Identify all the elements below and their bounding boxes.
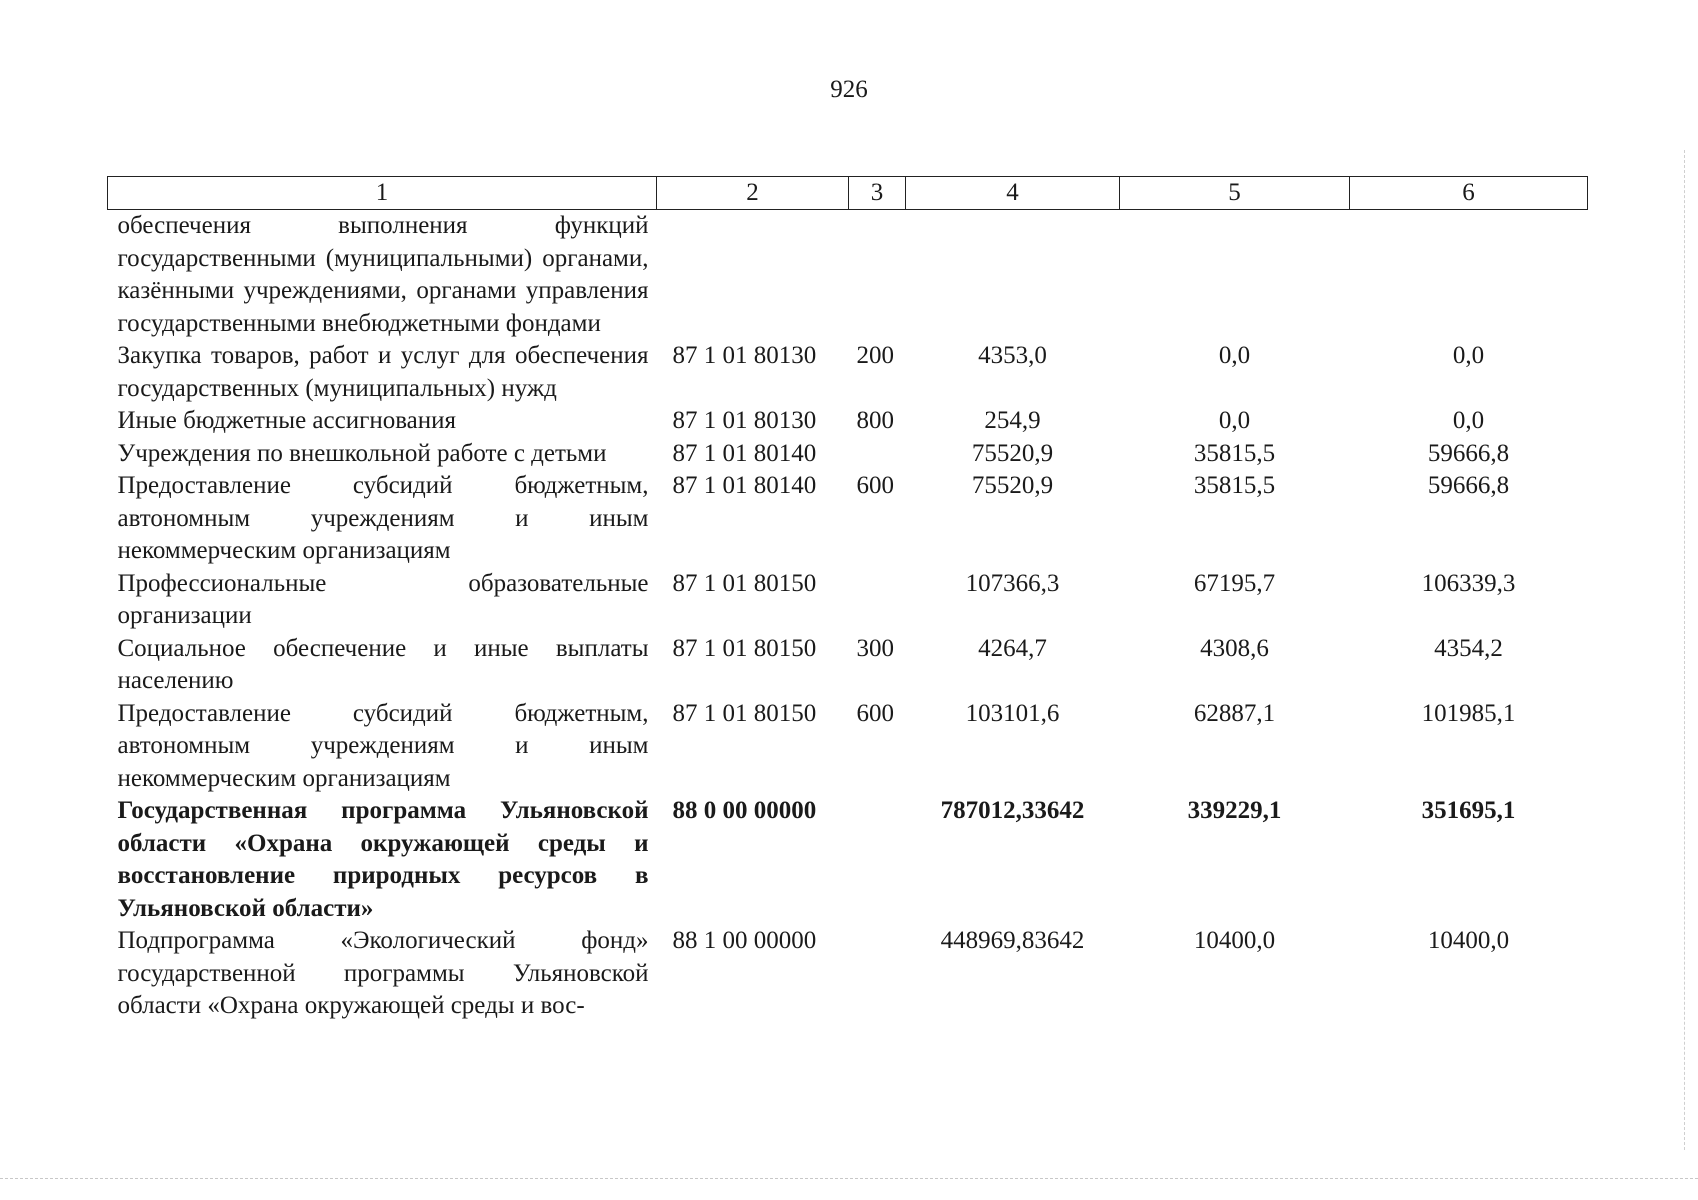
header-col-3: 3 — [849, 177, 906, 210]
row-expense-type — [849, 925, 906, 1023]
row-target-code: 87 1 01 80130 — [672, 342, 817, 369]
table-row — [108, 925, 1588, 1023]
row-value-col5: 62887,1 — [1193, 699, 1276, 727]
row-name: Закупка товаров, работ и услуг для обеспечения государственных (муниципальных) нужд — [117, 342, 649, 402]
row-target-code: 87 1 01 80130 — [672, 407, 817, 434]
row-value-col5: 0,0 — [1218, 342, 1251, 369]
row-value-col4: 4353,0 — [978, 342, 1047, 369]
table-row-program-total — [108, 795, 1588, 925]
table-row — [108, 438, 1588, 471]
row-name: Подпрограмма «Экологический фонд» государственной программы Ульяновской области «Охрана окружающей среды и вос- — [117, 927, 649, 1019]
row-value-col6: 59666,8 — [1427, 439, 1510, 467]
row-value-col4: 448969,83642 — [940, 927, 1085, 954]
row-name: Государственная программа Ульяновской области «Охрана окружающей среды и восстановление природных ресурсов в Ульяновской области» — [117, 797, 649, 922]
row-target-code: 87 1 01 80140 — [672, 472, 817, 499]
row-value-col5: 10400,0 — [1193, 927, 1276, 954]
row-value-col4: 75520,9 — [971, 439, 1054, 467]
table-row — [108, 470, 1588, 568]
table-row — [108, 405, 1588, 438]
row-target-code: 87 1 01 80150 — [672, 569, 817, 597]
row-value-col6: 351695,1 — [1421, 797, 1516, 824]
row-value-col5 — [1120, 210, 1350, 341]
row-value-col4: 75520,9 — [971, 472, 1054, 499]
header-row — [108, 177, 1588, 210]
row-value-col6: 106339,3 — [1421, 569, 1516, 597]
scan-edge-right-divider — [1684, 150, 1685, 1150]
table-row — [108, 568, 1588, 633]
header-col-2: 2 — [657, 177, 849, 210]
row-name: Иные бюджетные ассигнования — [117, 407, 457, 434]
page-number: 926 — [830, 76, 868, 103]
row-value-col4: 4264,7 — [978, 634, 1047, 662]
row-name: Предоставление субсидий бюджетным, автономным учреждениям и иным некоммерческим организациям — [117, 699, 649, 792]
row-expense-type: 200 — [856, 342, 894, 369]
header-col-1: 1 — [108, 177, 657, 210]
row-value-col6: 0,0 — [1452, 407, 1485, 434]
header-col-5: 5 — [1120, 177, 1350, 210]
row-target-code: 87 1 01 80140 — [672, 439, 817, 467]
row-target-code: 87 1 01 80150 — [672, 634, 817, 662]
table-row — [108, 340, 1588, 405]
table-row — [108, 633, 1588, 698]
row-value-col4: 787012,33642 — [940, 797, 1085, 824]
row-value-col6: 4354,2 — [1434, 634, 1503, 662]
row-target-code: 87 1 01 80150 — [672, 699, 817, 727]
row-expense-type — [849, 210, 906, 341]
row-name: Учреждения по внешкольной работе с детьми — [117, 439, 607, 467]
row-name: Предоставление субсидий бюджетным, автономным учреждениям и иным некоммерческим организациям — [117, 472, 649, 564]
table-body — [108, 210, 1588, 1023]
row-expense-type: 300 — [856, 634, 894, 662]
table-row — [108, 698, 1588, 796]
table-header — [108, 177, 1588, 210]
row-target-code — [657, 210, 849, 341]
row-name: Социальное обеспечение и иные выплаты населению — [117, 634, 649, 694]
row-expense-type: 800 — [856, 407, 894, 434]
row-value-col5: 67195,7 — [1193, 569, 1276, 597]
row-target-code: 88 0 00 00000 — [672, 797, 817, 824]
row-value-col4: 254,9 — [984, 407, 1041, 434]
row-value-col5: 35815,5 — [1193, 472, 1276, 499]
row-name: обеспечения выполнения функций государственными (муниципальными) органами, казёнными учреждениями, органами управления государственными внебюджетными фондами — [117, 212, 649, 337]
row-value-col6: 10400,0 — [1427, 927, 1510, 954]
row-value-col6 — [1350, 210, 1588, 341]
row-value-col5: 35815,5 — [1193, 439, 1276, 467]
row-target-code: 88 1 00 00000 — [672, 927, 817, 954]
row-value-col5: 4308,6 — [1200, 634, 1269, 662]
row-expense-type — [849, 795, 906, 925]
budget-table — [107, 176, 1588, 1023]
row-value-col4: 107366,3 — [965, 569, 1060, 597]
row-value-col6: 59666,8 — [1427, 472, 1510, 499]
row-expense-type — [849, 568, 906, 633]
row-expense-type: 600 — [856, 472, 894, 499]
row-value-col6: 0,0 — [1452, 342, 1485, 369]
table-row — [108, 210, 1588, 341]
row-value-col4 — [906, 210, 1120, 341]
scan-edge-divider — [0, 1178, 1698, 1179]
row-expense-type — [849, 438, 906, 471]
row-value-col6: 101985,1 — [1421, 699, 1516, 727]
header-col-6: 6 — [1350, 177, 1588, 210]
row-value-col5: 339229,1 — [1187, 797, 1282, 824]
row-name: Профессиональные образовательные организации — [117, 569, 649, 629]
row-value-col4: 103101,6 — [965, 699, 1060, 727]
row-value-col5: 0,0 — [1218, 407, 1251, 434]
header-col-4: 4 — [906, 177, 1120, 210]
row-expense-type: 600 — [856, 699, 894, 727]
